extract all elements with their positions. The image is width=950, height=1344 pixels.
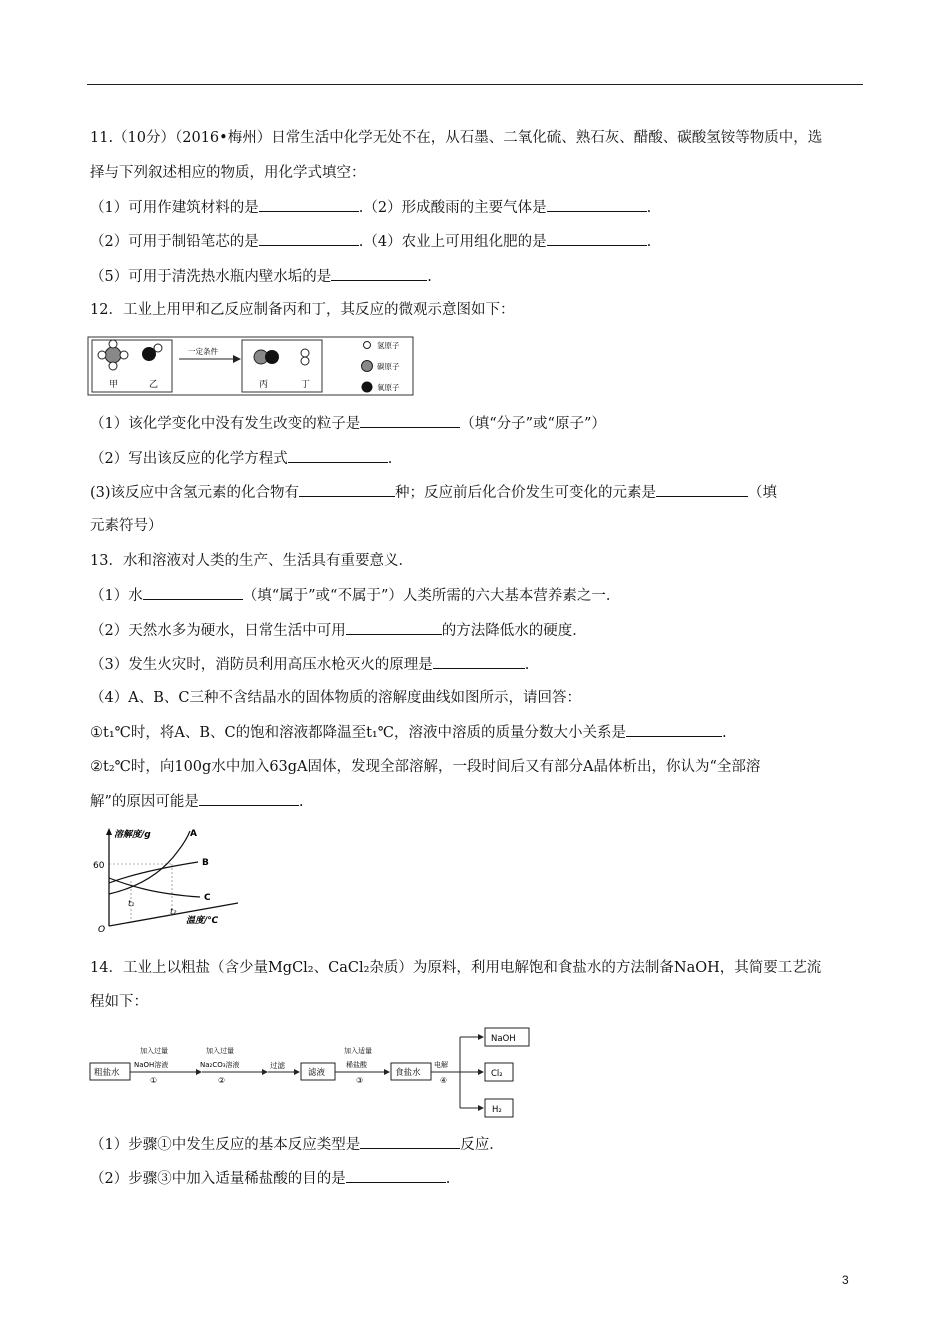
q13-sub4-2: ②t₂℃时，向100g水中加入63gA固体，发现全部溶解，一段时间后又有部分A晶体析出，你认为“全部溶 [90,759,761,775]
curve-a [109,831,190,894]
y-tick-60: 60 [93,861,105,871]
arrowhead [262,1069,268,1075]
answer-blank[interactable] [346,620,442,635]
q12-sub2: （2）写出该反应的化学方程式 . [90,448,392,469]
label-jia: 甲 [109,380,119,390]
origin-label: O [98,925,106,935]
step1-top: 加入过量 [140,1047,168,1055]
q13-sub2: （2）天然水多为硬水，日常生活中可用 的方法降低水的硬度． [90,620,587,641]
answer-blank[interactable] [346,1168,446,1183]
q14-line2: 程如下： [90,994,148,1010]
answer-blank[interactable] [143,585,243,600]
arrowhead [478,1105,484,1111]
q11-part1: （1）可用作建筑材料的是 .（2）形成酸雨的主要气体是 . [90,197,651,218]
page-number: 3 [842,1273,849,1287]
step4-number: ④ [440,1076,448,1085]
hydrogen-atom [109,362,117,370]
arrowhead [478,1034,484,1040]
label-bing: 丙 [259,380,269,390]
legend-hydrogen: 氢原子 [377,341,400,350]
curve-c [109,878,200,897]
answer-blank[interactable] [259,197,359,212]
step3-reagent: 稀盐酸 [346,1061,367,1069]
filter-label: 过滤 [270,1061,285,1070]
answer-blank[interactable] [626,722,722,737]
arrowhead [384,1069,390,1075]
brine-label: 食盐水 [395,1068,421,1078]
header-rule [87,84,863,85]
product-h2: H₂ [492,1105,502,1115]
answer-blank[interactable] [547,197,647,212]
answer-blank[interactable] [360,413,460,428]
q14-sub2: （2）步骤③中加入适量稀盐酸的目的是 . [90,1168,450,1189]
answer-blank[interactable] [259,231,359,246]
q11-line1: 11.（10分）（2016•梅州）日常生活中化学无处不在，从石墨、二氧化硫、熟石灰、醋酸、碳酸氢铵等物质中，选 [90,130,823,146]
q13-intro: 13．水和溶液对人类的生产、生活具有重要意义． [90,553,413,569]
q13-sub4-2-cont: 解”的原因可能是 . [90,791,304,812]
answer-blank[interactable] [288,448,388,463]
q13-sub4: （4）A、B、C三种不含结晶水的固体物质的溶解度曲线如图所示，请回答： [90,690,581,706]
filtrate-label: 滤液 [308,1068,326,1078]
hydrogen-atom [301,349,309,357]
step3-number: ③ [356,1076,364,1085]
legend-carbon: 碳原子 [377,362,400,371]
y-axis-arrow [106,828,112,835]
step2-number: ② [218,1076,226,1085]
q12-sub1: （1）该化学变化中没有发生改变的粒子是 （填“分子”或“原子”） [90,413,606,434]
q11-part5: （5）可用于清洗热水瓶内壁水垢的是 . [90,266,432,287]
arrowhead [478,1069,484,1075]
hydrogen-molecule [301,349,309,365]
legend-oxygen: 氧原子 [377,383,400,392]
step2-top: 加入过量 [206,1047,234,1055]
product-cl2: Cl₂ [491,1069,503,1079]
water-molecule [142,344,162,361]
q14-line1: 14．工业上以粗盐（含少量MgCl₂、CaCl₂杂质）为原料，利用电解饱和食盐水的方法制备NaOH，其简要工艺流 [90,960,822,976]
electrolysis-label: 电解 [434,1061,448,1069]
carbon-monoxide-molecule [254,350,279,364]
q11-part2: （2）可用于制铅笔芯的是 .（4）农业上可用组化肥的是 . [90,231,651,252]
t1-label: t₁ [128,899,135,908]
arrowhead [196,1069,202,1075]
carbon-atom [105,347,121,363]
arrow-label: 一定条件 [188,347,218,356]
legend-hydrogen-symbol [364,342,371,349]
q13-sub4-1: ①t₁℃时，将A、B、C的饱和溶液都降温至t₁℃，溶液中溶质的质量分数大小关系是 . [90,722,727,743]
oxygen-atom [265,350,279,364]
q11-line2: 择与下列叙述相应的物质，用化学式填空： [90,165,366,181]
arrowhead [294,1069,300,1075]
q12-sub3-cont: 元素符号） [90,518,163,534]
q12-sub3: (3)该反应中含氢元素的化合物有 种；反应前后化合价发生可变化的元素是 （填 [90,482,777,503]
product-naoh: NaOH [491,1034,516,1044]
answer-blank[interactable] [299,482,395,497]
hydrogen-atom [120,351,128,359]
answer-blank[interactable] [547,231,647,246]
curve-a-label: A [190,829,197,839]
y-axis-label: 溶解度/g [114,830,151,840]
q13-sub3: （3）发生火灾时，消防员利用高压水枪灭火的原理是 . [90,654,529,675]
legend-carbon-symbol [362,361,373,372]
answer-blank[interactable] [360,1134,460,1149]
process-flow-diagram [86,1025,534,1120]
curve-c-label: C [204,893,211,903]
answer-blank[interactable] [331,266,427,281]
solubility-curve-graph [90,826,245,936]
step1-number: ① [150,1076,158,1085]
step2-reagent: Na₂CO₃溶液 [200,1061,240,1069]
raw-brine-label: 粗盐水 [94,1068,120,1078]
arrowhead [233,355,241,363]
x-axis-label: 温度/℃ [186,916,219,926]
step1-reagent: NaOH溶液 [134,1061,169,1069]
label-yi: 乙 [149,380,159,390]
answer-blank[interactable] [199,791,299,806]
hydrogen-atom [154,344,162,352]
answer-blank[interactable] [433,654,525,669]
hydrogen-atom [98,351,106,359]
q14-sub1: （1）步骤①中发生反应的基本反应类型是 反应． [90,1134,504,1155]
curve-b [109,862,198,883]
methane-molecule [98,340,128,370]
legend-oxygen-symbol [362,382,373,393]
q12-intro: 12．工业上用甲和乙反应制备丙和丁，其反应的微观示意图如下： [90,302,515,318]
label-ding: 丁 [301,380,311,390]
step3-top: 加入适量 [344,1047,372,1055]
hydrogen-atom [109,340,117,348]
q13-sub1: （1）水 （填“属于”或“不属于”）人类所需的六大基本营养素之一． [90,585,620,606]
answer-blank[interactable] [656,482,748,497]
reaction-micro-diagram [87,333,427,398]
hydrogen-atom [301,357,309,365]
t2-label: t₂ [170,907,177,916]
curve-b-label: B [202,858,209,868]
